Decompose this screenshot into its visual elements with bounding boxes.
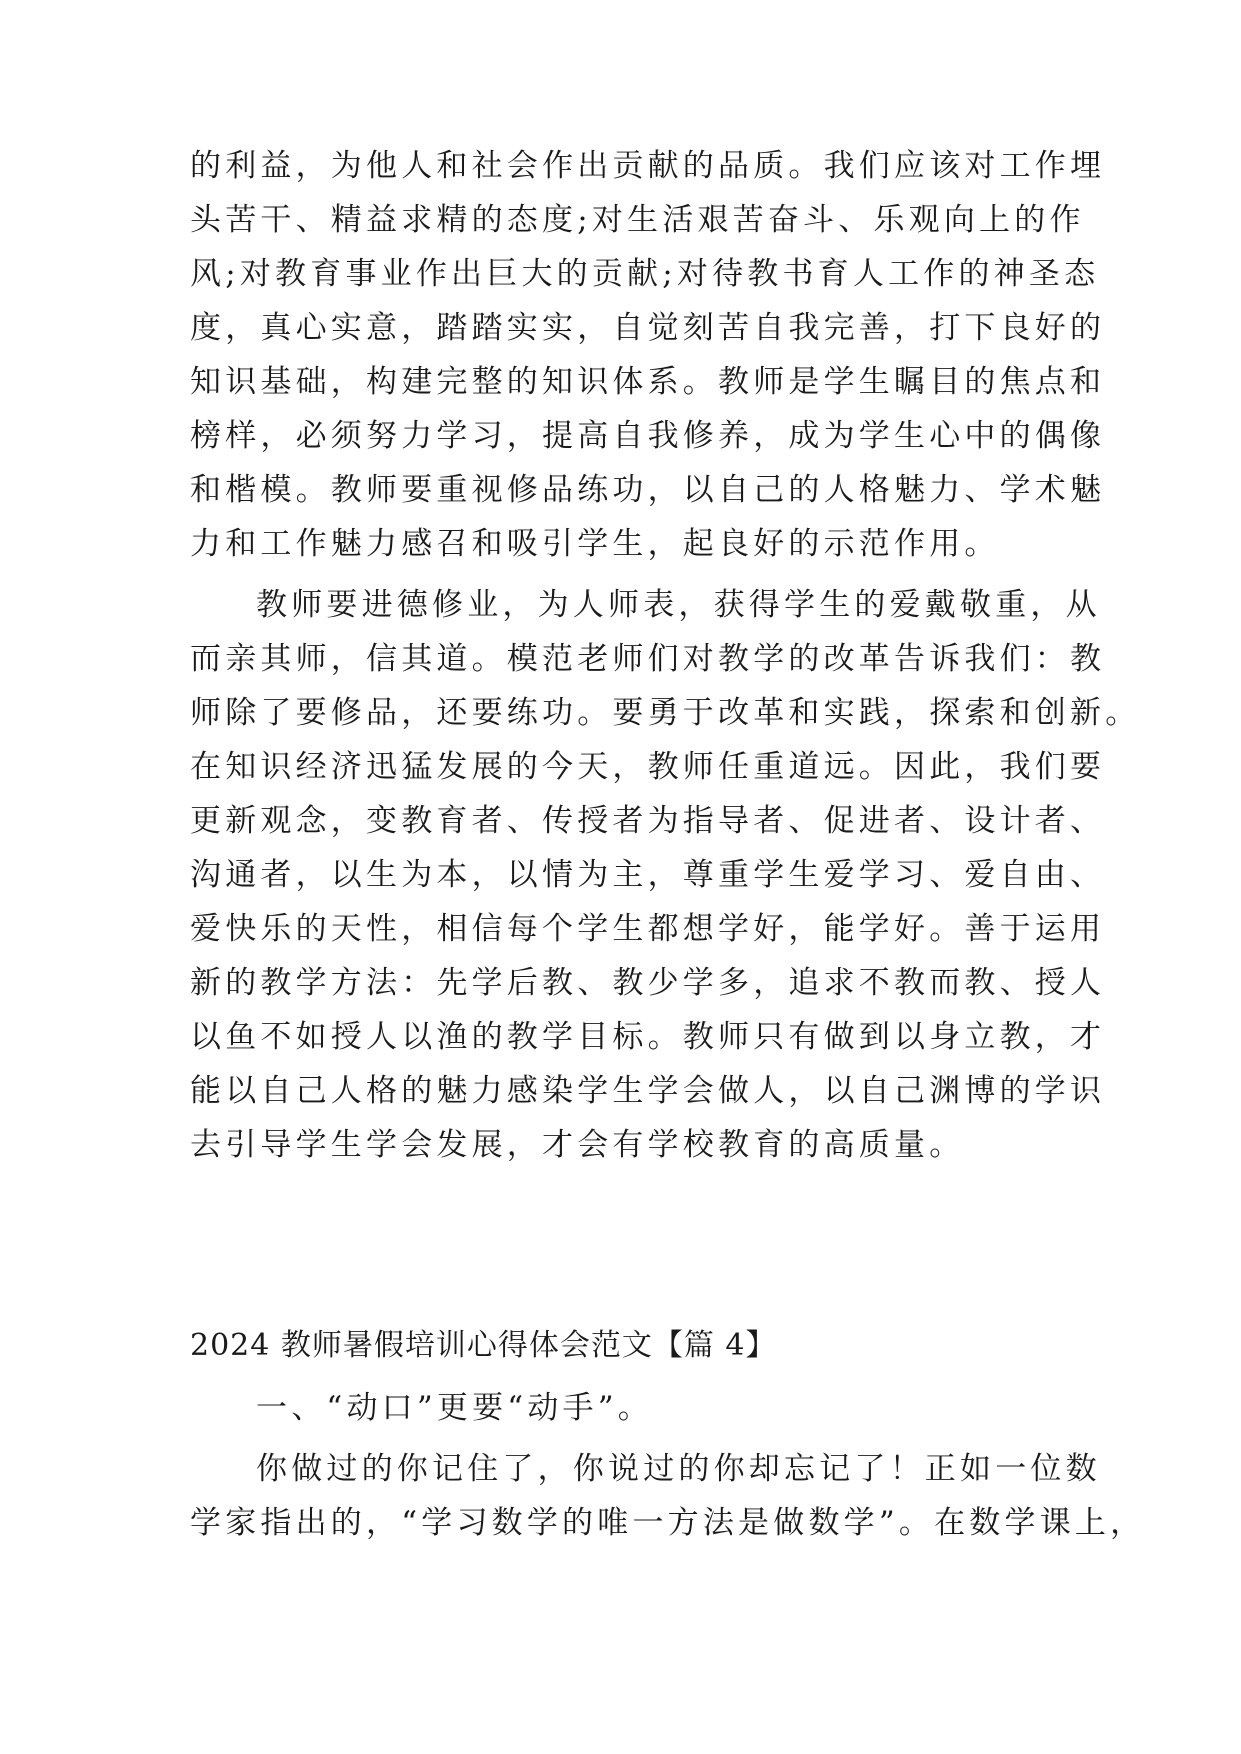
text-line: 的利益，为他人和社会作出贡献的品质。我们应该对工作埋 <box>190 148 1106 184</box>
text-line: 师除了要修品，还要练功。要勇于改革和实践，探索和创新。 <box>190 695 1141 731</box>
text-line: 你做过的你记住了，你说过的你却忘记了！正如一位数 <box>256 1451 1101 1487</box>
text-line: 更新观念，变教育者、传授者为指导者、促进者、设计者、 <box>190 803 1106 839</box>
text-line: 榜样，必须努力学习，提高自我修养，成为学生心中的偶像 <box>190 418 1106 454</box>
text-line: 风;对教育事业作出巨大的贡献;对待教书育人工作的神圣态 <box>190 256 1100 292</box>
text-line: 爱快乐的天性，相信每个学生都想学好，能学好。善于运用 <box>190 911 1106 947</box>
text-line: 能以自己人格的魅力感染学生学会做人，以自己渊博的学识 <box>190 1073 1106 1109</box>
text-line: 新的教学方法：先学后教、教少学多，追求不教而教、授人 <box>190 965 1106 1001</box>
subheading: 一、“动口”更要“动手”。 <box>256 1390 653 1426</box>
text-line: 教师要进德修业，为人师表，获得学生的爱戴敬重，从 <box>256 587 1101 623</box>
section-heading: 2024 教师暑假培训心得体会范文【篇 4】 <box>190 1328 777 1363</box>
text-line: 力和工作魅力感召和吸引学生，起良好的示范作用。 <box>190 526 1000 562</box>
text-line: 学家指出的，“学习数学的唯一方法是做数学”。在数学课上， <box>190 1505 1146 1541</box>
text-line: 知识基础，构建完整的知识体系。教师是学生瞩目的焦点和 <box>190 364 1106 400</box>
text-line: 沟通者，以生为本，以情为主，尊重学生爱学习、爱自由、 <box>190 857 1106 893</box>
text-line: 头苦干、精益求精的态度;对生活艰苦奋斗、乐观向上的作 <box>190 202 1085 238</box>
text-line: 和楷模。教师要重视修品练功，以自己的人格魅力、学术魅 <box>190 472 1106 508</box>
text-line: 在知识经济迅猛发展的今天，教师任重道远。因此，我们要 <box>190 749 1106 785</box>
text-line: 去引导学生学会发展，才会有学校教育的高质量。 <box>190 1127 965 1163</box>
text-line: 以鱼不如授人以渔的教学目标。教师只有做到以身立教，才 <box>190 1019 1106 1055</box>
text-line: 度，真心实意，踏踏实实，自觉刻苦自我完善，打下良好的 <box>190 310 1106 346</box>
text-line: 而亲其师，信其道。模范老师们对教学的改革告诉我们：教 <box>190 641 1106 677</box>
